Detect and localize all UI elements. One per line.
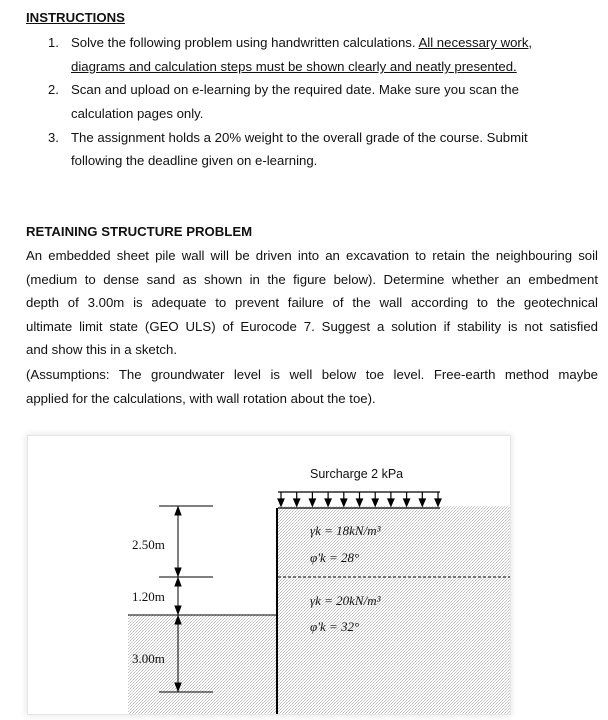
dimension-label-middle: 1.20m	[132, 589, 165, 604]
instructions-heading: INSTRUCTIONS	[26, 10, 125, 25]
figure-svg	[28, 436, 510, 714]
layer1-friction-angle: φ'k = 28°	[310, 550, 360, 565]
surcharge-arrowhead	[325, 499, 331, 506]
instruction-text: calculation pages only.	[71, 106, 204, 121]
surcharge-arrowhead	[419, 499, 425, 506]
dimension-label-lower: 3.00m	[132, 651, 165, 666]
instruction-text: following the deadline given on e-learning.	[71, 153, 318, 168]
layer2-unit-weight: γk = 20kN/m³	[310, 593, 381, 608]
dimension-label-upper: 2.50m	[132, 537, 165, 552]
layer2-friction-angle: φ'k = 32°	[310, 619, 360, 634]
paragraph-line: ultimate limit state (GEO ULS) of Eurocode 7. Suggest a solution if stability is not satisfied	[26, 318, 598, 334]
paragraph-line: (medium to dense sand as shown in the figure below). Determine whether an embedment	[26, 271, 598, 287]
instruction-text: Solve the following problem using handwritten calculations. All necessary work,	[71, 35, 533, 50]
surcharge-label: Surcharge 2 kPa	[310, 467, 404, 481]
surcharge-arrowhead	[341, 499, 347, 506]
retaining-wall-figure	[28, 436, 510, 714]
list-number: 1.	[48, 35, 59, 50]
paragraph-line: applied for the calculations, with wall rotation about the toe).	[26, 390, 376, 406]
surcharge-arrowhead	[309, 499, 315, 506]
surcharge-arrowhead	[278, 499, 284, 506]
problem-paragraph	[26, 244, 598, 362]
underlined-text: diagrams and calculation steps must be shown clearly and neatly presented.	[71, 59, 517, 74]
paragraph-line: depth of 3.00m is adequate to prevent failure of the wall according to the geotechnical	[26, 295, 598, 310]
surcharge-arrowhead	[404, 499, 410, 506]
instruction-text: The assignment holds a 20% weight to the overall grade of the course. Submit	[71, 130, 528, 145]
surcharge-arrowhead	[372, 499, 378, 506]
surcharge-arrows	[278, 492, 441, 506]
problem-heading: RETAINING STRUCTURE PROBLEM	[26, 224, 253, 239]
instruction-text: Scan and upload on e-learning by the required date. Make sure you scan the	[71, 82, 519, 97]
list-number: 2.	[48, 82, 59, 97]
layer1-unit-weight: γk = 18kN/m³	[310, 523, 381, 538]
assumptions-paragraph	[26, 363, 598, 410]
underlined-text: All necessary work,	[418, 35, 533, 50]
paragraph-line: An embedded sheet pile wall will be driven into an excavation to retain the neighbouring soil	[26, 248, 598, 263]
surcharge-arrowhead	[388, 499, 394, 506]
paragraph-line: and show this in a sketch.	[26, 342, 178, 357]
paragraph-line: (Assumptions: The groundwater level is well below toe level. Free-earth method maybe	[26, 367, 598, 382]
list-number: 3.	[48, 130, 59, 145]
surcharge-arrowhead	[435, 499, 441, 506]
surcharge-arrowhead	[294, 499, 300, 506]
surcharge-arrowhead	[357, 499, 363, 506]
